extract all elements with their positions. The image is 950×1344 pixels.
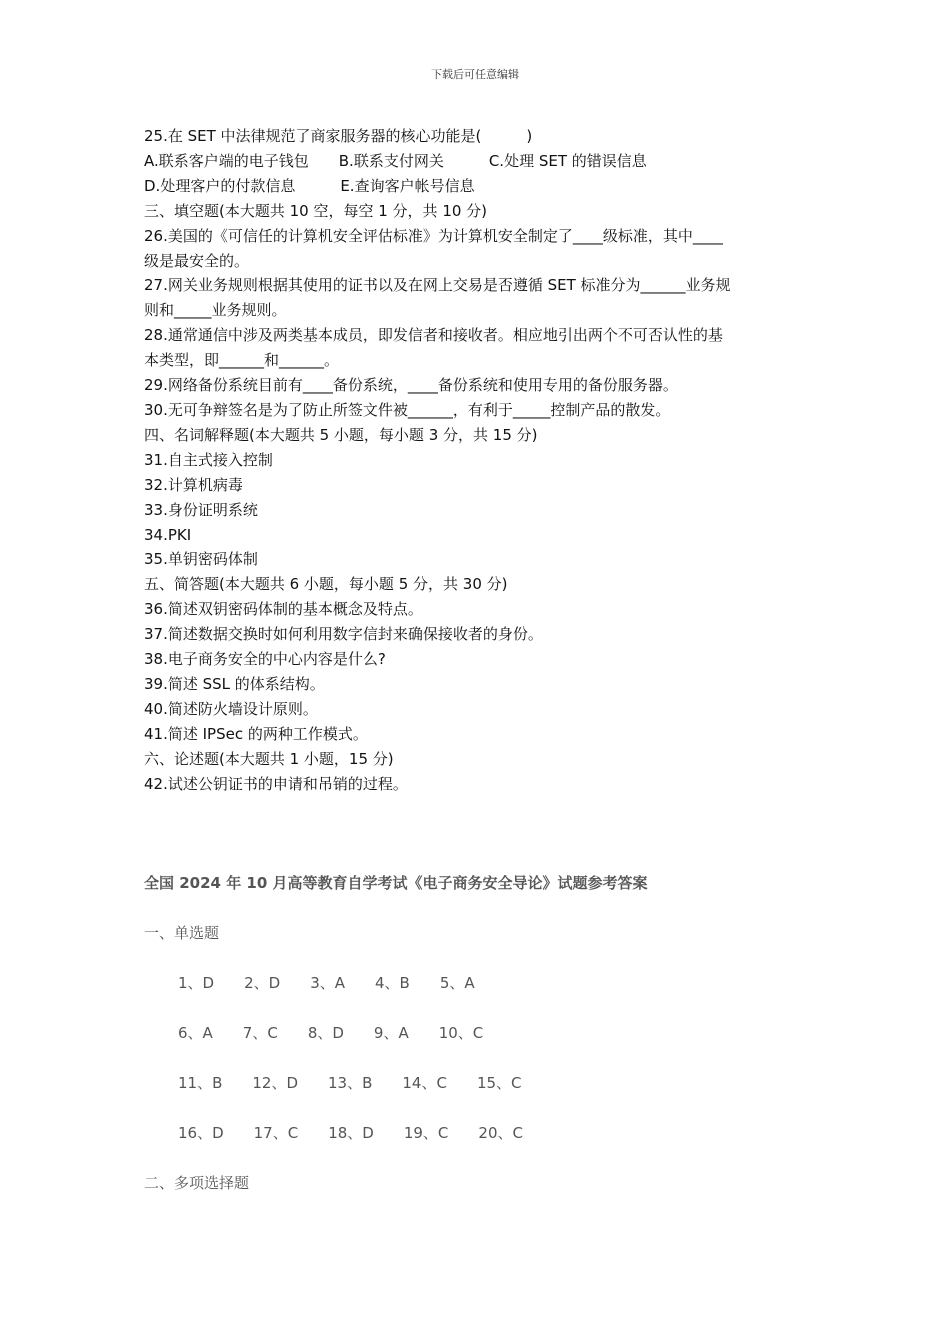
answer-row: 11、B 12、D 13、B 14、C 15、C xyxy=(178,1074,522,1092)
question-38: 38.电子商务安全的中心内容是什么? xyxy=(144,650,386,669)
question-40: 40.简述防火墙设计原则。 xyxy=(144,699,318,718)
answer-row: 6、A 7、C 8、D 9、A 10、C xyxy=(178,1024,484,1042)
question-32: 32.计算机病毒 xyxy=(144,475,243,494)
answer-key-title: 全国 2024 年 10 月高等教育自学考试《电子商务安全导论》试题参考答案 xyxy=(144,874,648,892)
question-35: 35.单钥密码体制 xyxy=(144,550,258,569)
question-37: 37.简述数据交换时如何利用数字信封来确保接收者的身份。 xyxy=(144,625,543,644)
question-25-options-a-c: A.联系客户端的电子钱包 B.联系支付网关 C.处理 SET 的错误信息 xyxy=(144,151,647,170)
section-short-answer: 五、简答题(本大题共 6 小题，每小题 5 分，共 30 分) xyxy=(144,575,508,594)
question-25: 25.在 SET 中法律规范了商家服务器的核心功能是( ) xyxy=(144,127,533,145)
section-fill-in-blank: 三、填空题(本大题共 10 空，每空 1 分，共 10 分) xyxy=(144,201,488,220)
question-26: 26.美国的《可信任的计算机安全评估标准》为计算机安全制定了____级标准，其中____ xyxy=(144,226,723,245)
question-28: 28.通常通信中涉及两类基本成员，即发信者和接收者。相应地引出两个不可否认性的基 xyxy=(144,326,723,345)
question-34: 34.PKI xyxy=(144,525,192,544)
question-28-cont: 本类型，即______和______。 xyxy=(144,351,340,370)
question-31: 31.自主式接入控制 xyxy=(144,450,273,469)
answer-key xyxy=(144,871,804,1195)
question-26-cont: 级是最安全的。 xyxy=(144,251,250,270)
question-29: 29.网络备份系统目前有____备份系统，____备份系统和使用专用的备份服务器。 xyxy=(144,376,678,395)
question-25-options-d-e: D.处理客户的付款信息 E.查询客户帐号信息 xyxy=(144,176,475,195)
answer-row: 1、D 2、D 3、A 4、B 5、A xyxy=(178,974,475,992)
section-term-explanation: 四、名词解释题(本大题共 5 小题，每小题 3 分，共 15 分) xyxy=(144,425,538,444)
page-header: 下载后可任意编辑 xyxy=(431,68,519,81)
section-essay: 六、论述题(本大题共 1 小题，15 分) xyxy=(144,749,394,768)
answer-section-single-choice: 一、单选题 xyxy=(144,924,220,942)
question-27-cont: 则和_____业务规则。 xyxy=(144,301,287,320)
question-42: 42.试述公钥证书的申请和吊销的过程。 xyxy=(144,774,408,793)
question-30: 30.无可争辩签名是为了防止所签文件被______，有利于_____控制产品的散发。 xyxy=(144,400,671,419)
answer-row: 16、D 17、C 18、D 19、C 20、C xyxy=(178,1124,523,1142)
answer-section-multiple-choice: 二、多项选择题 xyxy=(144,1174,250,1192)
question-36: 36.简述双钥密码体制的基本概念及特点。 xyxy=(144,600,423,619)
question-39: 39.简述 SSL 的体系结构。 xyxy=(144,674,325,693)
question-41: 41.简述 IPSec 的两种工作模式。 xyxy=(144,724,368,743)
question-27: 27.网关业务规则根据其使用的证书以及在网上交易是否遵循 SET 标准分为______业务规 xyxy=(144,276,731,295)
question-33: 33.身份证明系统 xyxy=(144,500,258,519)
exam-questions xyxy=(144,124,804,796)
